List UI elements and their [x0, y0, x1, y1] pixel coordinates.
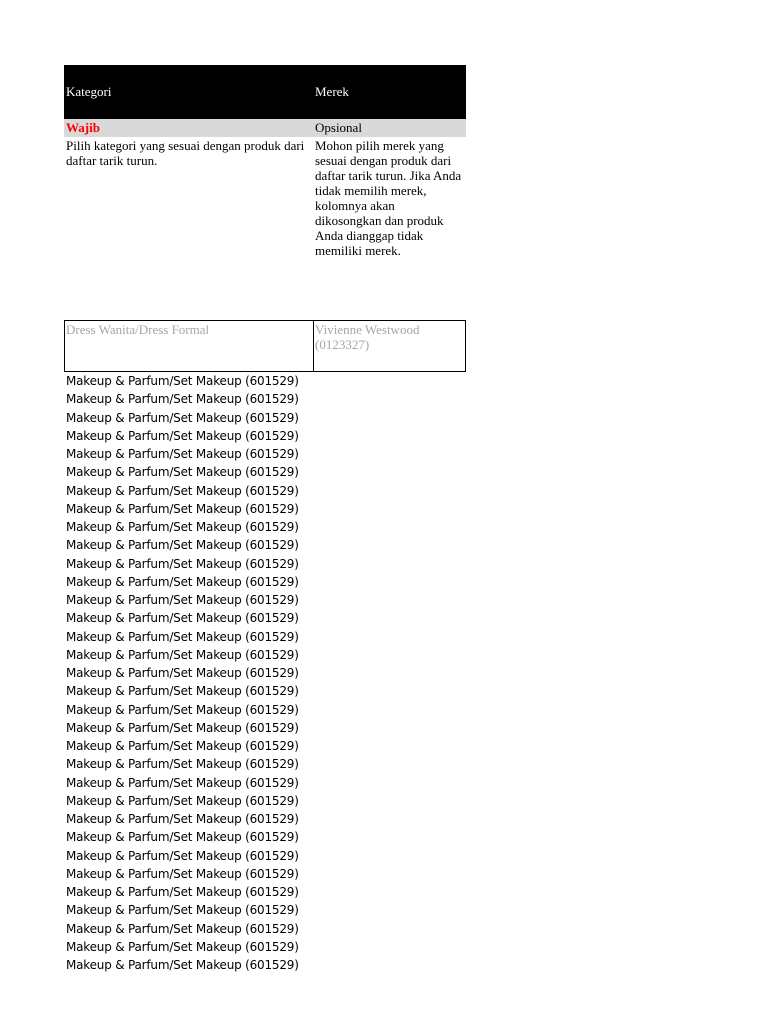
column-header-kategori[interactable]: Kategori	[66, 84, 112, 99]
category-data-list	[64, 372, 466, 974]
brand-description[interactable]: Mohon pilih merek yang sesuai dengan produk dari daftar tarik turun. Jika Anda tidak memilih merek, kolomnya akan dikosongkan dan produk Anda dianggap tidak memiliki merek.	[315, 138, 462, 258]
category-cell[interactable]: Makeup & Parfum/Set Makeup (601529)	[66, 629, 299, 644]
category-cell[interactable]: Makeup & Parfum/Set Makeup (601529)	[66, 410, 299, 425]
category-cell[interactable]: Makeup & Parfum/Set Makeup (601529)	[66, 757, 299, 772]
category-cell[interactable]: Makeup & Parfum/Set Makeup (601529)	[66, 939, 299, 954]
category-cell[interactable]: Makeup & Parfum/Set Makeup (601529)	[66, 574, 299, 589]
category-cell[interactable]: Makeup & Parfum/Set Makeup (601529)	[66, 720, 299, 735]
spreadsheet-table	[64, 65, 466, 974]
category-description[interactable]: Pilih kategori yang sesuai dengan produk dari daftar tarik turun.	[66, 138, 305, 168]
category-cell[interactable]: Makeup & Parfum/Set Makeup (601529)	[66, 501, 299, 516]
category-cell[interactable]: Makeup & Parfum/Set Makeup (601529)	[66, 793, 299, 808]
category-cell[interactable]: Makeup & Parfum/Set Makeup (601529)	[66, 447, 299, 461]
category-cell[interactable]: Makeup & Parfum/Set Makeup (601529)	[66, 830, 299, 845]
description-row	[64, 137, 466, 320]
category-cell[interactable]: Makeup & Parfum/Set Makeup (601529)	[66, 520, 299, 534]
category-cell[interactable]: Makeup & Parfum/Set Makeup (601529)	[66, 392, 299, 407]
category-cell[interactable]: Makeup & Parfum/Set Makeup (601529)	[66, 666, 299, 680]
example-row	[64, 320, 466, 372]
required-label[interactable]: Wajib	[66, 120, 100, 135]
category-cell[interactable]: Makeup & Parfum/Set Makeup (601529)	[66, 739, 299, 753]
category-cell[interactable]: Makeup & Parfum/Set Makeup (601529)	[66, 866, 299, 881]
category-cell[interactable]: Makeup & Parfum/Set Makeup (601529)	[66, 921, 299, 936]
category-cell[interactable]: Makeup & Parfum/Set Makeup (601529)	[66, 903, 299, 918]
category-cell[interactable]: Makeup & Parfum/Set Makeup (601529)	[66, 702, 299, 717]
category-cell[interactable]: Makeup & Parfum/Set Makeup (601529)	[66, 812, 299, 826]
category-cell[interactable]: Makeup & Parfum/Set Makeup (601529)	[66, 775, 299, 790]
category-cell[interactable]: Makeup & Parfum/Set Makeup (601529)	[66, 848, 299, 863]
category-cell[interactable]: Makeup & Parfum/Set Makeup (601529)	[66, 611, 299, 626]
example-category-cell[interactable]: Dress Wanita/Dress Formal	[65, 321, 314, 371]
category-cell[interactable]: Makeup & Parfum/Set Makeup (601529)	[66, 684, 299, 699]
category-cell[interactable]: Makeup & Parfum/Set Makeup (601529)	[66, 428, 299, 443]
category-cell[interactable]: Makeup & Parfum/Set Makeup (601529)	[66, 483, 299, 498]
example-brand-cell[interactable]: Vivienne Westwood (0123327)	[315, 322, 420, 352]
category-cell[interactable]: Makeup & Parfum/Set Makeup (601529)	[66, 593, 299, 607]
category-cell[interactable]: Makeup & Parfum/Set Makeup (601529)	[66, 647, 299, 662]
column-header-merek[interactable]: Merek	[315, 84, 349, 99]
category-cell[interactable]: Makeup & Parfum/Set Makeup (601529)	[66, 538, 299, 553]
category-cell[interactable]: Makeup & Parfum/Set Makeup (601529)	[66, 958, 299, 972]
requirement-row	[64, 119, 466, 137]
category-cell[interactable]: Makeup & Parfum/Set Makeup (601529)	[66, 556, 299, 571]
header-row	[64, 65, 466, 119]
optional-label[interactable]: Opsional	[315, 120, 362, 135]
category-cell[interactable]: Makeup & Parfum/Set Makeup (601529)	[66, 885, 299, 899]
category-cell[interactable]: Makeup & Parfum/Set Makeup (601529)	[66, 465, 299, 480]
category-cell[interactable]: Makeup & Parfum/Set Makeup (601529)	[66, 374, 299, 388]
